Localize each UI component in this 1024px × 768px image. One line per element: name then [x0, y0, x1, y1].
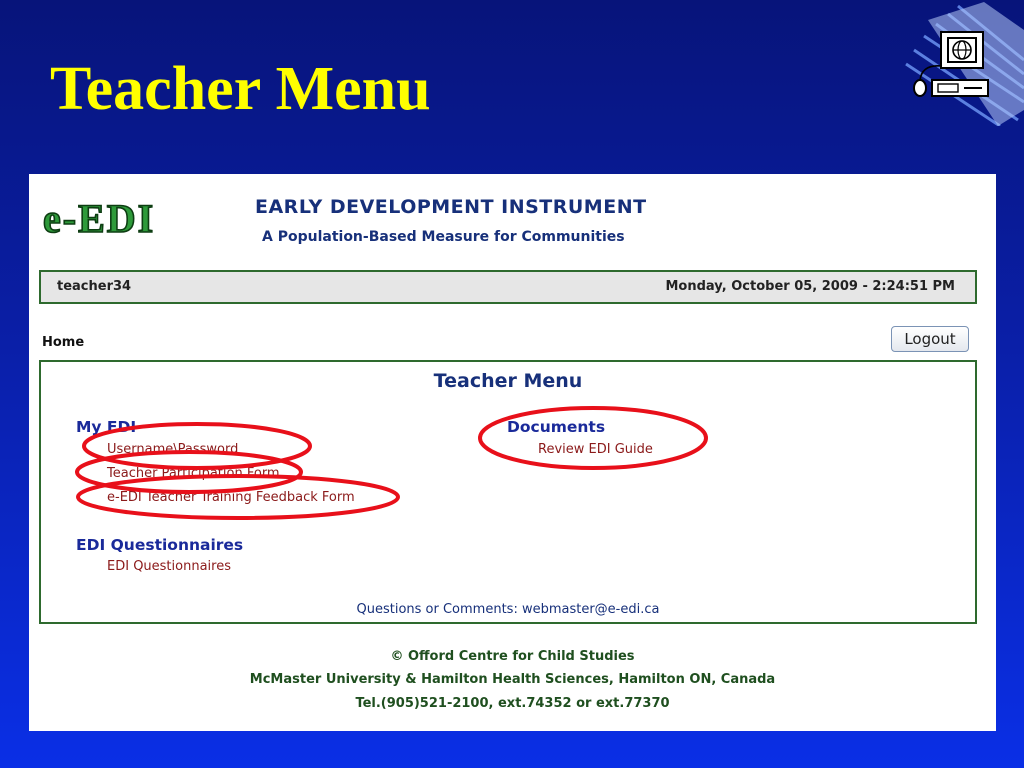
menu-panel [39, 360, 977, 624]
logout-button[interactable]: Logout [891, 326, 969, 352]
contact-line[interactable]: Questions or Comments: webmaster@e-edi.ca [356, 602, 660, 617]
footer-copyright: © Offord Centre for Child Studies [390, 649, 635, 664]
link-review-edi-guide[interactable]: Review EDI Guide [538, 442, 653, 457]
panel-title: Teacher Menu [433, 370, 583, 392]
app-title: EARLY DEVELOPMENT INSTRUMENT [255, 196, 647, 218]
link-training-feedback-form[interactable]: e-EDI Teacher Training Feedback Form [107, 490, 355, 505]
section-heading-documents: Documents [507, 418, 606, 436]
user-bar [39, 270, 977, 304]
edi-screenshot [29, 174, 996, 731]
app-subtitle: A Population-Based Measure for Communities [262, 229, 625, 245]
slide-title: Teacher Menu [50, 55, 431, 123]
section-heading-my-edi: My EDI [76, 418, 137, 436]
link-edi-questionnaires[interactable]: EDI Questionnaires [107, 559, 231, 574]
link-teacher-participation-form[interactable]: Teacher Participation Form [107, 466, 280, 481]
footer-phone: Tel.(905)521-2100, ext.74352 or ext.77370 [355, 696, 670, 711]
section-heading-edi-questionnaires: EDI Questionnaires [76, 536, 244, 554]
computer-globe-icon [888, 0, 1024, 126]
link-username-password[interactable]: Username\Password [107, 442, 239, 457]
breadcrumb-home[interactable]: Home [42, 335, 85, 350]
e-edi-logo [39, 194, 217, 240]
svg-text:e-EDI: e-EDI [43, 196, 156, 240]
footer-address: McMaster University & Hamilton Health Sciences, Hamilton ON, Canada [249, 672, 776, 687]
username: teacher34 [57, 279, 132, 294]
datetime: Monday, October 05, 2009 - 2:24:51 PM [665, 279, 955, 294]
